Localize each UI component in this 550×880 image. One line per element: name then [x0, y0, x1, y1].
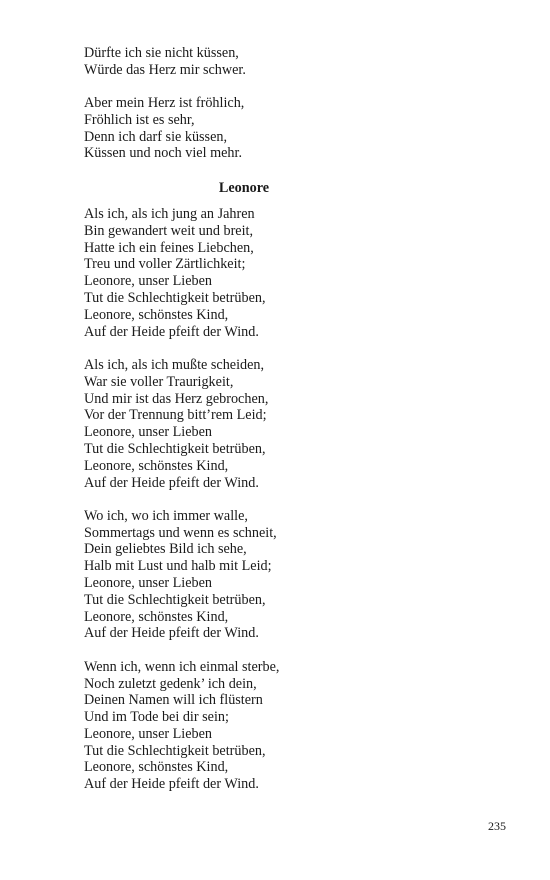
verse-line: Leonore, unser Lieben [84, 575, 213, 592]
verse-line: Als ich, als ich mußte scheiden, [84, 356, 265, 373]
verse-line: Tut die Schlechtigkeit betrüben, [84, 440, 266, 457]
verse-line: Auf der Heide pfeift der Wind. [84, 625, 259, 642]
verse-line: Auf der Heide pfeift der Wind. [84, 323, 259, 340]
verse-line: Wo ich, wo ich immer walle, [84, 507, 248, 524]
stanza [84, 45, 484, 79]
verse-line: Und mir ist das Herz gebrochen, [84, 390, 269, 407]
verse-line: Sommertags und wenn es schneit, [84, 524, 277, 541]
verse-line: Fröhlich ist es sehr, [84, 111, 195, 128]
stanza [84, 357, 484, 491]
verse-line: Dürfte ich sie nicht küssen, [84, 45, 239, 61]
stanza [84, 508, 484, 642]
poem-leonore [84, 206, 484, 793]
verse-line: Würde das Herz mir schwer. [84, 61, 246, 78]
poem-title: Leonore [218, 180, 270, 197]
verse-line: Denn ich darf sie küssen, [84, 128, 228, 145]
stanza [84, 95, 484, 162]
verse-line: Treu und voller Zärtlichkeit; [84, 256, 246, 273]
verse-line: Auf der Heide pfeift der Wind. [84, 776, 259, 793]
verse-line: Leonore, schönstes Kind, [84, 608, 229, 625]
verse-line: Küssen und noch viel mehr. [84, 145, 243, 162]
verse-line: Leonore, unser Lieben [84, 273, 213, 290]
verse-line: Leonore, schönstes Kind, [84, 759, 229, 776]
verse-line: Hatte ich ein feines Liebchen, [84, 239, 254, 256]
verse-line: Tut die Schlechtigkeit betrüben, [84, 290, 266, 307]
page-number: 235 [488, 819, 506, 833]
stanza [84, 659, 484, 793]
verse-line: Als ich, als ich jung an Jahren [84, 206, 255, 223]
verse-line: Deinen Namen will ich flüstern [84, 692, 263, 709]
verse-line: Wenn ich, wenn ich einmal sterbe, [84, 658, 280, 675]
verse-line: Bin gewandert weit und breit, [84, 222, 254, 239]
page-content [84, 45, 484, 810]
verse-line: Leonore, unser Lieben [84, 725, 213, 742]
verse-line: Vor der Trennung bitt’rem Leid; [84, 407, 267, 424]
verse-line: Tut die Schlechtigkeit betrüben, [84, 742, 266, 759]
verse-line: Tut die Schlechtigkeit betrüben, [84, 591, 266, 608]
verse-line: Leonore, schönstes Kind, [84, 306, 229, 323]
verse-line: Aber mein Herz ist fröhlich, [84, 95, 245, 112]
verse-line: Und im Tode bei dir sein; [84, 709, 229, 726]
verse-line: War sie voller Traurigkeit, [84, 373, 234, 390]
verse-line: Halb mit Lust und halb mit Leid; [84, 558, 272, 575]
verse-line: Dein geliebtes Bild ich sehe, [84, 541, 247, 558]
stanza [84, 206, 484, 340]
opening-poem [84, 45, 484, 162]
verse-line: Leonore, schönstes Kind, [84, 457, 229, 474]
verse-line: Leonore, unser Lieben [84, 424, 213, 441]
verse-line: Noch zuletzt gedenk’ ich dein, [84, 675, 257, 692]
verse-line: Auf der Heide pfeift der Wind. [84, 474, 259, 491]
